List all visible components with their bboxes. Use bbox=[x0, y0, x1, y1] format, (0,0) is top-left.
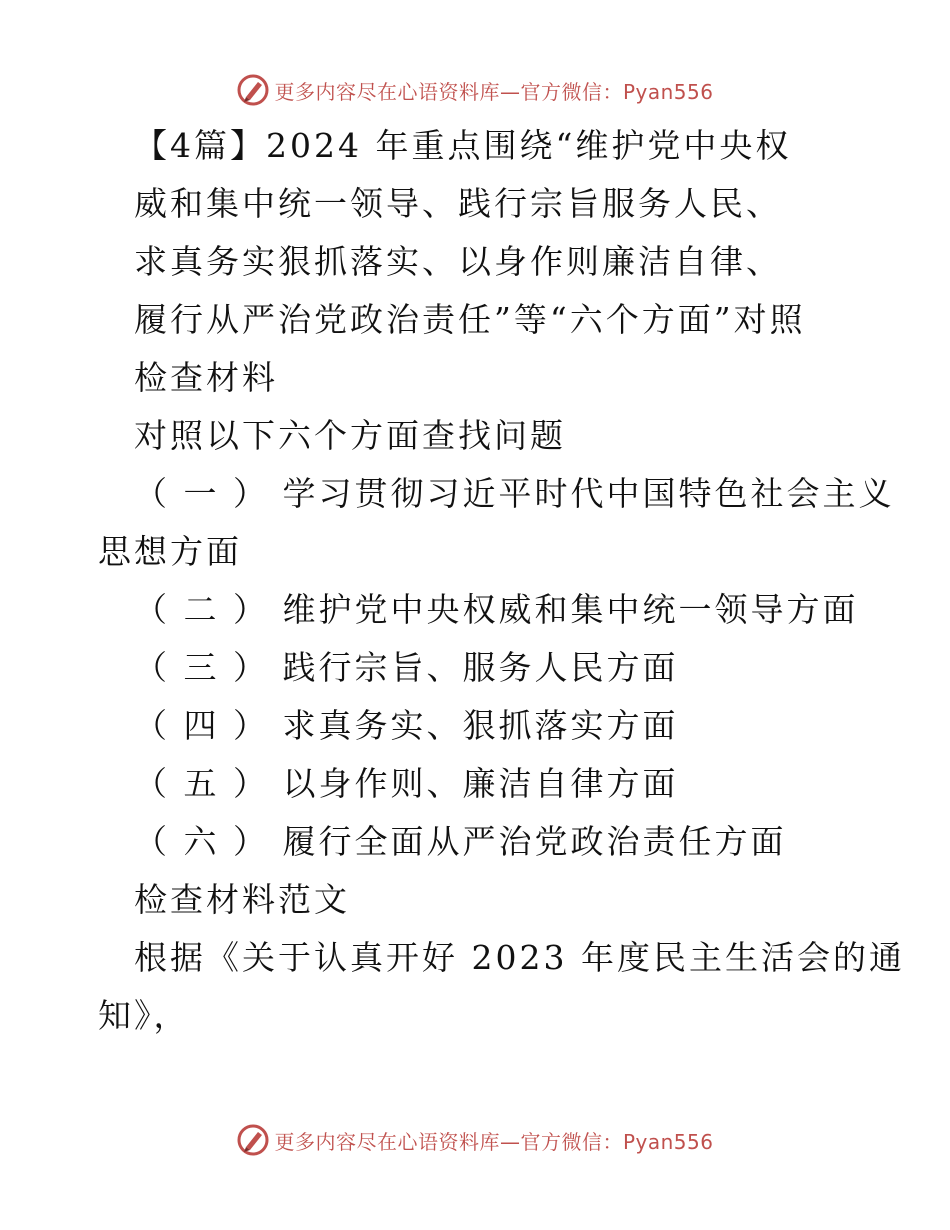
title-line-1: 【4篇】2024 年重点围绕“维护党中央权 bbox=[134, 126, 792, 165]
banner-text: 更多内容尽在心语资料库—官方微信：Pyan556 bbox=[274, 1129, 714, 1154]
title-line-2: 威和集中统一领导、践行宗旨服务人民、 bbox=[134, 184, 782, 223]
title-line-5: 检查材料 bbox=[134, 358, 278, 397]
pen-badge-icon bbox=[236, 1123, 270, 1157]
list-item: （ 五 ） 以身作则、廉洁自律方面 bbox=[134, 764, 679, 803]
list-item: （ 一 ） 学习贯彻习近平时代中国特色社会主义 bbox=[134, 474, 895, 513]
title-line-4: 履行从严治党政治责任”等“六个方面”对照 bbox=[134, 300, 806, 339]
section-heading: 检查材料范文 bbox=[134, 880, 350, 919]
list-item: （ 三 ） 践行宗旨、服务人民方面 bbox=[134, 648, 679, 687]
intro-text: 对照以下六个方面查找问题 bbox=[134, 416, 566, 455]
body-line-1: 根据《关于认真开好 2023 年度民主生活会的通 bbox=[134, 938, 905, 977]
footer-banner bbox=[0, 1120, 950, 1160]
list-item: （ 二 ） 维护党中央权威和集中统一领导方面 bbox=[134, 590, 859, 629]
banner-text: 更多内容尽在心语资料库—官方微信：Pyan556 bbox=[274, 79, 714, 104]
body-line-2: 知》， bbox=[98, 996, 190, 1035]
list-item: （ 六 ） 履行全面从严治党政治责任方面 bbox=[134, 822, 787, 861]
list-item: （ 四 ） 求真务实、狠抓落实方面 bbox=[134, 706, 679, 745]
list-item-continuation: 思想方面 bbox=[98, 532, 242, 571]
title-line-3: 求真务实狠抓落实、以身作则廉洁自律、 bbox=[134, 242, 782, 281]
